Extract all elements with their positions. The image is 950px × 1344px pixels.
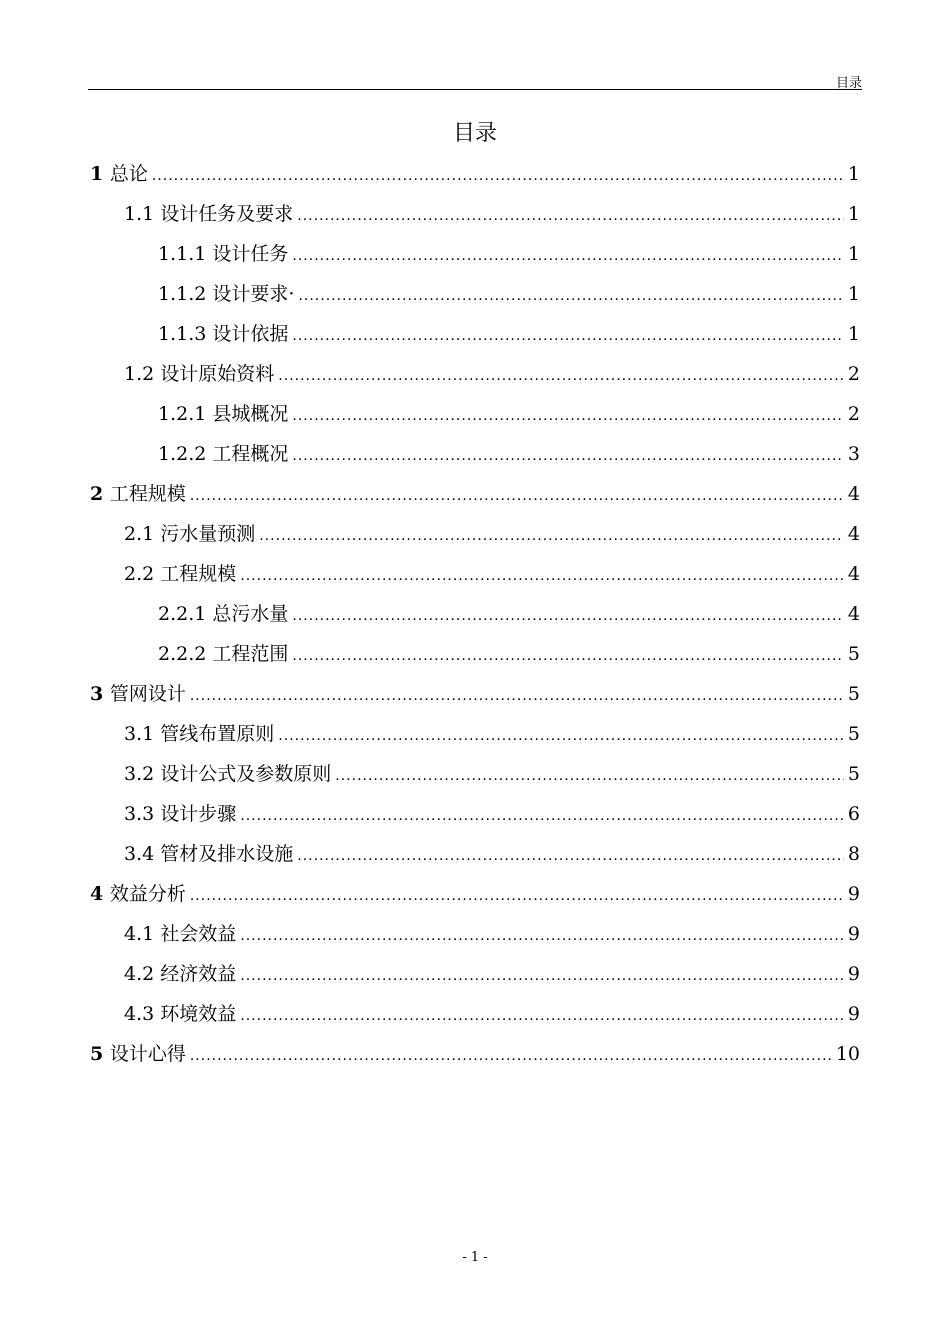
toc-entry-page: 1 <box>847 283 860 305</box>
toc-entry-page: 9 <box>847 883 860 905</box>
toc-entry-page: 1 <box>847 243 860 265</box>
toc-entry-page: 9 <box>847 963 860 985</box>
toc-entry-number: 4.3 <box>124 1003 161 1025</box>
toc-entry-label: 污水量预测 <box>160 523 256 545</box>
toc-entry-number: 3.4 <box>124 843 161 865</box>
toc-entry-number: 2.2 <box>124 563 161 585</box>
toc-entry-page: 4 <box>847 523 860 545</box>
toc-entry-label: 环境效益 <box>160 1003 237 1025</box>
toc-entry[interactable] <box>90 234 860 274</box>
toc-entry[interactable] <box>90 914 860 954</box>
toc-entry-number: 4.1 <box>124 923 161 945</box>
toc-entry-number: 2.1 <box>124 523 161 545</box>
toc-dot-leader <box>292 636 844 676</box>
toc-entry-label: 设计原始资料 <box>160 363 275 385</box>
toc-dot-leader <box>292 316 844 356</box>
toc-dot-leader <box>259 516 844 556</box>
toc-entry-number: 1.1 <box>124 203 161 225</box>
toc-entry-page: 1 <box>847 163 860 185</box>
toc-entry-number: 1.1.3 <box>158 323 213 345</box>
toc-entry-page: 5 <box>847 643 860 665</box>
toc-dot-leader <box>240 996 844 1036</box>
toc-entry[interactable] <box>90 594 860 634</box>
toc-entry[interactable] <box>90 154 860 194</box>
toc-entry-page: 3 <box>847 443 860 465</box>
toc-entry[interactable] <box>90 314 860 354</box>
toc-entry-number: 3 <box>90 683 110 705</box>
toc-dot-leader <box>278 716 844 756</box>
toc-entry-number: 3.3 <box>124 803 161 825</box>
toc-entry[interactable] <box>90 274 860 314</box>
table-of-contents <box>90 154 860 1074</box>
toc-dot-leader <box>297 836 844 876</box>
toc-entry-label: 经济效益 <box>160 963 237 985</box>
toc-dot-leader <box>190 476 844 516</box>
toc-entry-page: 4 <box>847 603 860 625</box>
toc-entry[interactable] <box>90 474 860 514</box>
toc-entry-label: 效益分析 <box>109 883 186 905</box>
toc-entry-number: 1.1.2 <box>158 283 213 305</box>
toc-dot-leader <box>190 1036 832 1076</box>
toc-entry[interactable] <box>90 634 860 674</box>
toc-entry-number: 3.1 <box>124 723 161 745</box>
toc-dot-leader <box>278 356 844 396</box>
toc-entry-number: 1.2.2 <box>158 443 213 465</box>
toc-entry[interactable] <box>90 434 860 474</box>
toc-entry-page: 2 <box>847 403 860 425</box>
page-number-footer: - 1 - <box>462 1250 488 1265</box>
toc-entry-number: 3.2 <box>124 763 161 785</box>
toc-entry-page: 2 <box>847 363 860 385</box>
toc-dot-leader <box>240 956 844 996</box>
toc-entry[interactable] <box>90 514 860 554</box>
toc-entry-page: 5 <box>847 683 860 705</box>
toc-entry-label: 总论 <box>109 163 148 185</box>
toc-dot-leader <box>240 556 844 596</box>
toc-dot-leader <box>335 756 844 796</box>
toc-dot-leader <box>240 796 844 836</box>
toc-dot-leader <box>298 276 843 316</box>
toc-entry-number: 2 <box>90 483 110 505</box>
toc-dot-leader <box>240 916 844 956</box>
toc-entry-label: 设计任务及要求 <box>160 203 294 225</box>
toc-entry-label: 设计步骤 <box>160 803 237 825</box>
toc-entry[interactable] <box>90 1034 860 1074</box>
toc-entry-page: 4 <box>847 563 860 585</box>
toc-entry-label: 设计公式及参数原则 <box>160 763 332 785</box>
toc-entry-label: 工程概况 <box>212 443 289 465</box>
toc-entry-label: 工程规模 <box>160 563 237 585</box>
toc-entry-number: 2.2.2 <box>158 643 213 665</box>
toc-entry-page: 9 <box>847 1003 860 1025</box>
toc-entry-page: 1 <box>847 203 860 225</box>
toc-dot-leader <box>152 156 844 196</box>
toc-entry-page: 4 <box>847 483 860 505</box>
toc-dot-leader <box>292 436 844 476</box>
toc-entry-label: 设计依据 <box>212 323 289 345</box>
toc-entry-number: 1.1.1 <box>158 243 213 265</box>
toc-dot-leader <box>297 196 844 236</box>
toc-entry-number: 5 <box>90 1043 110 1065</box>
toc-dot-leader <box>292 396 844 436</box>
toc-entry-label: 县城概况 <box>212 403 289 425</box>
toc-entry[interactable] <box>90 874 860 914</box>
toc-entry-label: 设计任务 <box>212 243 289 265</box>
toc-entry-label: 管线布置原则 <box>160 723 275 745</box>
toc-entry-page: 10 <box>835 1043 860 1065</box>
toc-entry-page: 5 <box>847 723 860 745</box>
toc-entry[interactable] <box>90 194 860 234</box>
toc-entry[interactable] <box>90 994 860 1034</box>
toc-entry-label: 工程规模 <box>109 483 186 505</box>
toc-entry[interactable] <box>90 954 860 994</box>
toc-entry-number: 4.2 <box>124 963 161 985</box>
toc-entry-number: 1.2 <box>124 363 161 385</box>
header-rule <box>88 89 862 90</box>
toc-entry-page: 8 <box>847 843 860 865</box>
toc-entry-label: 设计要求· <box>212 283 295 305</box>
toc-entry-number: 4 <box>90 883 110 905</box>
toc-dot-leader <box>292 236 844 276</box>
toc-dot-leader <box>190 676 844 716</box>
toc-title: 目录 <box>452 121 497 146</box>
toc-entry[interactable] <box>90 554 860 594</box>
toc-entry[interactable] <box>90 794 860 834</box>
toc-entry[interactable] <box>90 674 860 714</box>
toc-entry-page: 1 <box>847 323 860 345</box>
toc-entry[interactable] <box>90 354 860 394</box>
toc-entry-page: 9 <box>847 923 860 945</box>
toc-entry-number: 1 <box>90 163 110 185</box>
toc-entry[interactable] <box>90 754 860 794</box>
toc-entry-page: 6 <box>847 803 860 825</box>
toc-entry-label: 社会效益 <box>160 923 237 945</box>
toc-entry-label: 管网设计 <box>109 683 186 705</box>
toc-dot-leader <box>292 596 844 636</box>
toc-entry-label: 管材及排水设施 <box>160 843 294 865</box>
toc-entry-label: 总污水量 <box>212 603 289 625</box>
toc-entry[interactable] <box>90 714 860 754</box>
toc-entry-label: 设计心得 <box>109 1043 186 1065</box>
toc-entry-label: 工程范围 <box>212 643 289 665</box>
toc-entry-number: 2.2.1 <box>158 603 213 625</box>
toc-entry[interactable] <box>90 834 860 874</box>
toc-dot-leader <box>190 876 844 916</box>
toc-entry-page: 5 <box>847 763 860 785</box>
toc-entry-number: 1.2.1 <box>158 403 213 425</box>
toc-entry[interactable] <box>90 394 860 434</box>
running-header: 目录 <box>835 76 862 91</box>
